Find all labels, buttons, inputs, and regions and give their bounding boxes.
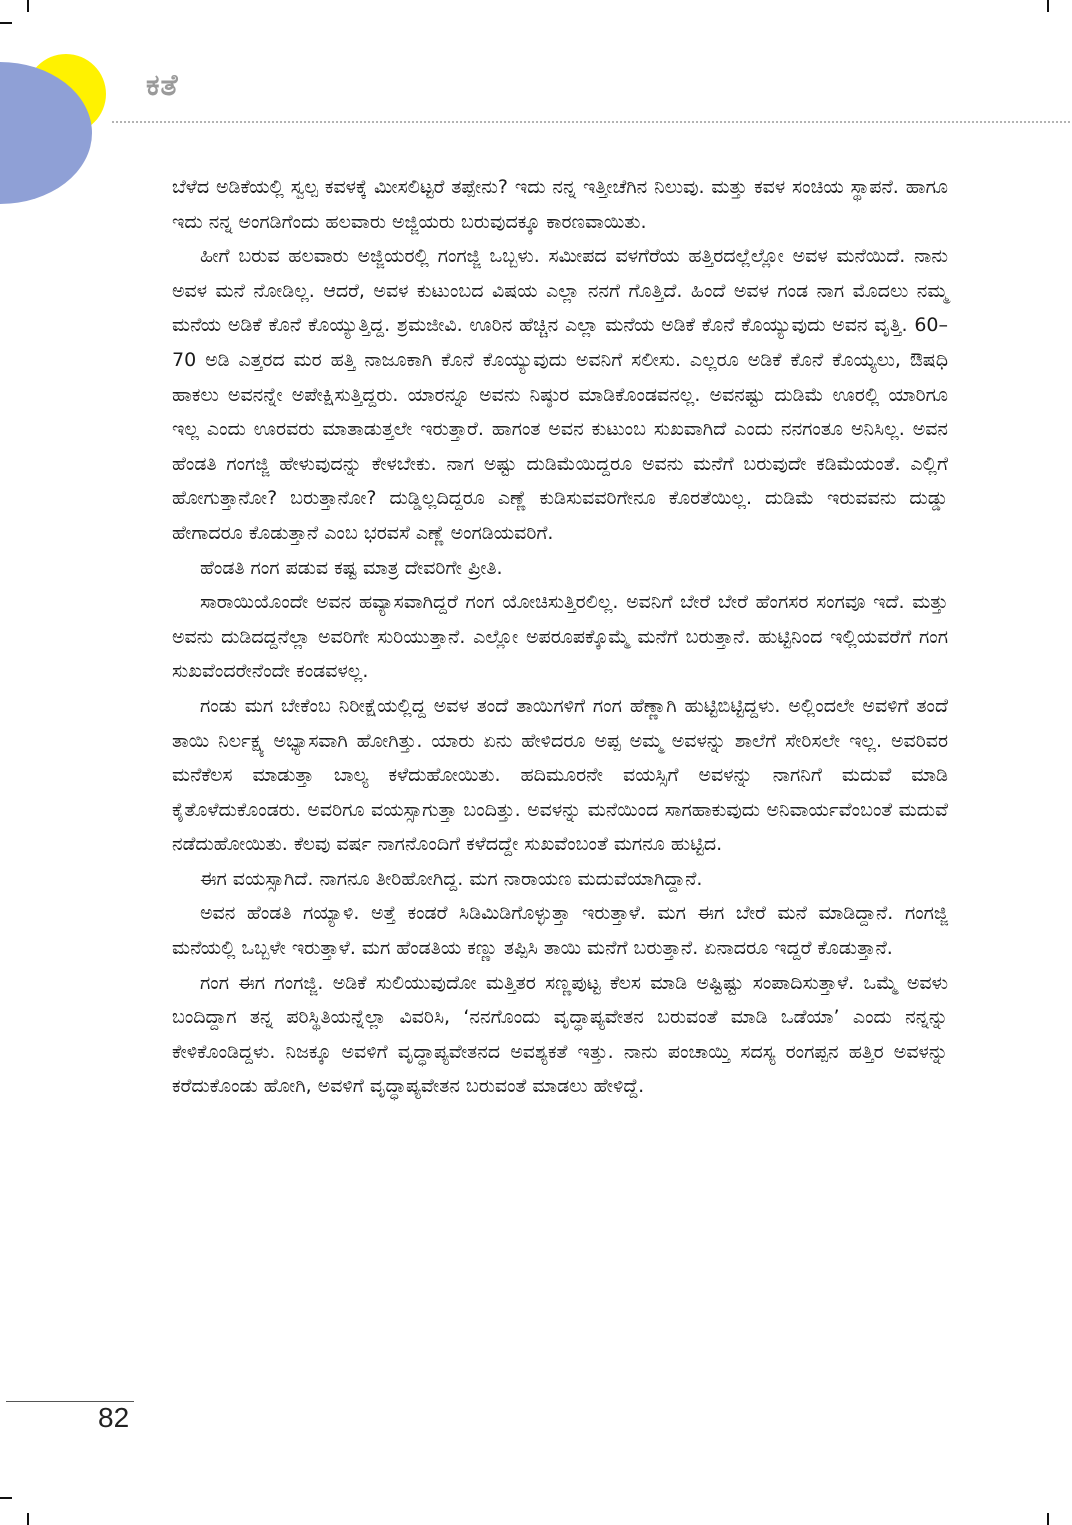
crop-mark-bottom-left <box>27 1513 29 1525</box>
paragraph: ಬೆಳೆದ ಅಡಿಕೆಯಲ್ಲಿ ಸ್ವಲ್ಪ ಕವಳಕ್ಕೆ ಮೀಸಲಿಟ್ಟರೆ ತಪ್ಪೇನು? ಇದು ನನ್ನ ಇತ್ತೀಚೆಗಿನ ನಿಲುವು. ಮತ್ತು ಕವಳ ಸಂಚಿಯ ಸ್ಥಾಪನೆ. ಹಾಗೂ ಇದು ನನ್ನ ಅಂಗಡಿಗೆಂದು ಹಲವಾರು ಅಜ್ಜಿಯರು ಬರುವುದಕ್ಕೂ ಕಾರಣವಾಯಿತು. <box>172 176 948 233</box>
paragraph: ಈಗ ವಯಸ್ಸಾಗಿದೆ. ನಾಗನೂ ತೀರಿಹೋಗಿದ್ದ. ಮಗ ನಾರಾಯಣ ಮದುವೆಯಾಗಿದ್ದಾನೆ. <box>200 867 703 890</box>
crop-mark-left-lower <box>0 1497 12 1499</box>
paragraph: ಗಂಗ ಈಗ ಗಂಗಜ್ಜಿ. ಅಡಿಕೆ ಸುಲಿಯುವುದೋ ಮತ್ತಿತರ ಸಣ್ಣಪುಟ್ಟ ಕೆಲಸ ಮಾಡಿ ಅಷ್ಟಿಷ್ಟು ಸಂಪಾದಿಸುತ್ತಾಳೆ. ಒಮ್ಮೆ ಅವಳು ಬಂದಿದ್ದಾಗ ತನ್ನ ಪರಿಸ್ಥಿತಿಯನ್ನೆಲ್ಲಾ ವಿವರಿಸಿ, ‘ನನಗೊಂದು ವೃದ್ಧಾಪ್ಯವೇತನ ಬರುವಂತೆ ಮಾಡಿ ಒಡೆಯಾ’ ಎಂದು ನನ್ನನ್ನು ಕೇಳಿಕೊಂಡಿದ್ದಳು. ನಿಜಕ್ಕೂ ಅವಳಿಗೆ ವೃದ್ಧಾಪ್ಯವೇತನದ ಅವಶ್ಯಕತೆ ಇತ್ತು. ನಾನು ಪಂಚಾಯ್ತಿ ಸದಸ್ಯ ರಂಗಪ್ಪನ ಹತ್ತಿರ ಅವಳನ್ನು ಕರೆದುಕೊಂಡು ಹೋಗಿ, ಅವಳಿಗೆ ವೃದ್ಧಾಪ್ಯವೇತನ ಬರುವಂತೆ ಮಾಡಲು ಹೇಳಿದ್ದೆ. <box>172 971 948 1098</box>
dotted-divider <box>112 121 1070 123</box>
paragraph: ಸಾರಾಯಿಯೊಂದೇ ಅವನ ಹವ್ಯಾಸವಾಗಿದ್ದರೆ ಗಂಗ ಯೋಚಿಸುತ್ತಿರಲಿಲ್ಲ. ಅವನಿಗೆ ಬೇರೆ ಬೇರೆ ಹೆಂಗಸರ ಸಂಗವೂ ಇದೆ. ಮತ್ತು ಅವನು ದುಡಿದದ್ದನೆಲ್ಲಾ ಅವರಿಗೇ ಸುರಿಯುತ್ತಾನೆ. ಎಲ್ಲೋ ಅಪರೂಪಕ್ಕೊಮ್ಮೆ ಮನೆಗೆ ಬರುತ್ತಾನೆ. ಹುಟ್ಟಿನಿಂದ ಇಲ್ಲಿಯವರೆಗೆ ಗಂಗ ಸುಖವೆಂದರೇನೆಂದೇ ಕಂಡವಳಲ್ಲ. <box>172 591 948 683</box>
paragraph: ಅವನ ಹೆಂಡತಿ ಗಯ್ಯಾಳಿ. ಅತ್ತೆ ಕಂಡರೆ ಸಿಡಿಮಿಡಿಗೊಳ್ಳುತ್ತಾ ಇರುತ್ತಾಳೆ. ಮಗ ಈಗ ಬೇರೆ ಮನೆ ಮಾಡಿದ್ದಾನೆ. ಗಂಗಜ್ಜಿ ಮನೆಯಲ್ಲಿ ಒಬ್ಬಳೇ ಇರುತ್ತಾಳೆ. ಮಗ ಹೆಂಡತಿಯ ಕಣ್ಣು ತಪ್ಪಿಸಿ ತಾಯಿ ಮನೆಗೆ ಬರುತ್ತಾನೆ. ಏನಾದರೂ ಇದ್ದರೆ ಕೊಡುತ್ತಾನೆ. <box>172 902 948 960</box>
paragraph: ಹೆಂಡತಿ ಗಂಗ ಪಡುವ ಕಷ್ಟ ಮಾತ್ರ ದೇವರಿಗೇ ಪ್ರೀತಿ. <box>200 556 503 579</box>
crop-mark-bottom-right <box>1047 1513 1049 1525</box>
section-title: ಕತೆ <box>146 68 179 103</box>
paragraph: ಹೀಗೆ ಬರುವ ಹಲವಾರು ಅಜ್ಜಿಯರಲ್ಲಿ ಗಂಗಜ್ಜಿ ಒಬ್ಬಳು. ಸಮೀಪದ ವಳಗೆರೆಯ ಹತ್ತಿರದಲ್ಲೆಲ್ಲೋ ಅವಳ ಮನೆಯಿದೆ. ನಾನು ಅವಳ ಮನೆ ನೋಡಿಲ್ಲ. ಆದರೆ, ಅವಳ ಕುಟುಂಬದ ವಿಷಯ ಎಲ್ಲಾ ನನಗೆ ಗೊತ್ತಿದೆ. ಹಿಂದೆ ಅವಳ ಗಂಡ ನಾಗ ಮೊದಲು ನಮ್ಮ ಮನೆಯ ಅಡಿಕೆ ಕೊನೆ ಕೊಯ್ಯುತ್ತಿದ್ದ. ಶ್ರಮಜೀವಿ. ಊರಿನ ಹೆಚ್ಚಿನ ಎಲ್ಲಾ ಮನೆಯ ಅಡಿಕೆ ಕೊನೆ ಕೊಯ್ಯುವುದು ಅವನ ವೃತ್ತಿ. 60–70 ಅಡಿ ಎತ್ತರದ ಮರ ಹತ್ತಿ ನಾಜೂಕಾಗಿ ಕೊನೆ ಕೊಯ್ಯುವುದು ಅವನಿಗೆ ಸಲೀಸು. ಎಲ್ಲರೂ ಅಡಿಕೆ ಕೊನೆ ಕೊಯ್ಯಲು, ಔಷಧಿ ಹಾಕಲು ಅವನನ್ನೇ ಅಪೇಕ್ಷಿಸುತ್ತಿದ್ದರು. ಯಾರನ್ನೂ ಅವನು ನಿಷ್ಠುರ ಮಾಡಿಕೊಂಡವನಲ್ಲ. ಅವನಷ್ಟು ದುಡಿಮೆ ಊರಲ್ಲಿ ಯಾರಿಗೂ ಇಲ್ಲ ಎಂದು ಊರವರು ಮಾತಾಡುತ್ತಲೇ ಇರುತ್ತಾರೆ. ಹಾಗಂತ ಅವನ ಕುಟುಂಬ ಸುಖವಾಗಿದೆ ಎಂದು ನನಗಂತೂ ಅನಿಸಿಲ್ಲ. ಅವನ ಹೆಂಡತಿ ಗಂಗಜ್ಜಿ ಹೇಳುವುದನ್ನು ಕೇಳಬೇಕು. ನಾಗ ಅಷ್ಟು ದುಡಿಮೆಯಿದ್ದರೂ ಅವನು ಮನೆಗೆ ಬರುವುದೇ ಕಡಿಮೆಯಂತೆ. ಎಲ್ಲಿಗೆ ಹೋಗುತ್ತಾನೋ? ಬರುತ್ತಾನೋ? ದುಡ್ಡಿಲ್ಲದಿದ್ದರೂ ಎಣ್ಣೆ ಕುಡಿಸುವವರಿಗೇನೂ ಕೊರತೆಯಿಲ್ಲ. ದುಡಿಮೆ ಇರುವವನು ದುಡ್ಡು ಹೇಗಾದರೂ ಕೊಡುತ್ತಾನೆ ಎಂಬ ಭರವಸೆ ಎಣ್ಣೆ ಅಂಗಡಿಯವರಿಗೆ. <box>172 245 948 544</box>
paragraph: ಗಂಡು ಮಗ ಬೇಕೆಂಬ ನಿರೀಕ್ಷೆಯಲ್ಲಿದ್ದ ಅವಳ ತಂದೆ ತಾಯಿಗಳಿಗೆ ಗಂಗ ಹೆಣ್ಣಾಗಿ ಹುಟ್ಟಿಬಿಟ್ಟಿದ್ದಳು. ಅಲ್ಲಿಂದಲೇ ಅವಳಿಗೆ ತಂದೆ ತಾಯಿ ನಿರ್ಲಕ್ಷ್ಯ ಅಭ್ಯಾಸವಾಗಿ ಹೋಗಿತ್ತು. ಯಾರು ಏನು ಹೇಳಿದರೂ ಅಪ್ಪ ಅಮ್ಮ ಅವಳನ್ನು ಶಾಲೆಗೆ ಸೇರಿಸಲೇ ಇಲ್ಲ. ಅವರಿವರ ಮನೆಕೆಲಸ ಮಾಡುತ್ತಾ ಬಾಲ್ಯ ಕಳೆದುಹೋಯಿತು. ಹದಿಮೂರನೇ ವಯಸ್ಸಿಗೆ ಅವಳನ್ನು ನಾಗನಿಗೆ ಮದುವೆ ಮಾಡಿ ಕೈತೊಳೆದುಕೊಂಡರು. ಅವರಿಗೂ ವಯಸ್ಸಾಗುತ್ತಾ ಬಂದಿತ್ತು. ಅವಳನ್ನು ಮನೆಯಿಂದ ಸಾಗಹಾಕುವುದು ಅನಿವಾರ್ಯವೆಂಬಂತೆ ಮದುವೆ ನಡೆದುಹೋಯಿತು. ಕೆಲವು ವರ್ಷ ನಾಗನೊಂದಿಗೆ ಕಳೆದದ್ದೇ ಸುಖವೆಂಬಂತೆ ಮಗನೂ ಹುಟ್ಟಿದ. <box>172 694 949 856</box>
crop-mark-top-right <box>1047 0 1049 12</box>
story-body <box>172 170 948 1104</box>
header-decoration <box>0 0 140 220</box>
page-number: 82 <box>98 1402 130 1433</box>
